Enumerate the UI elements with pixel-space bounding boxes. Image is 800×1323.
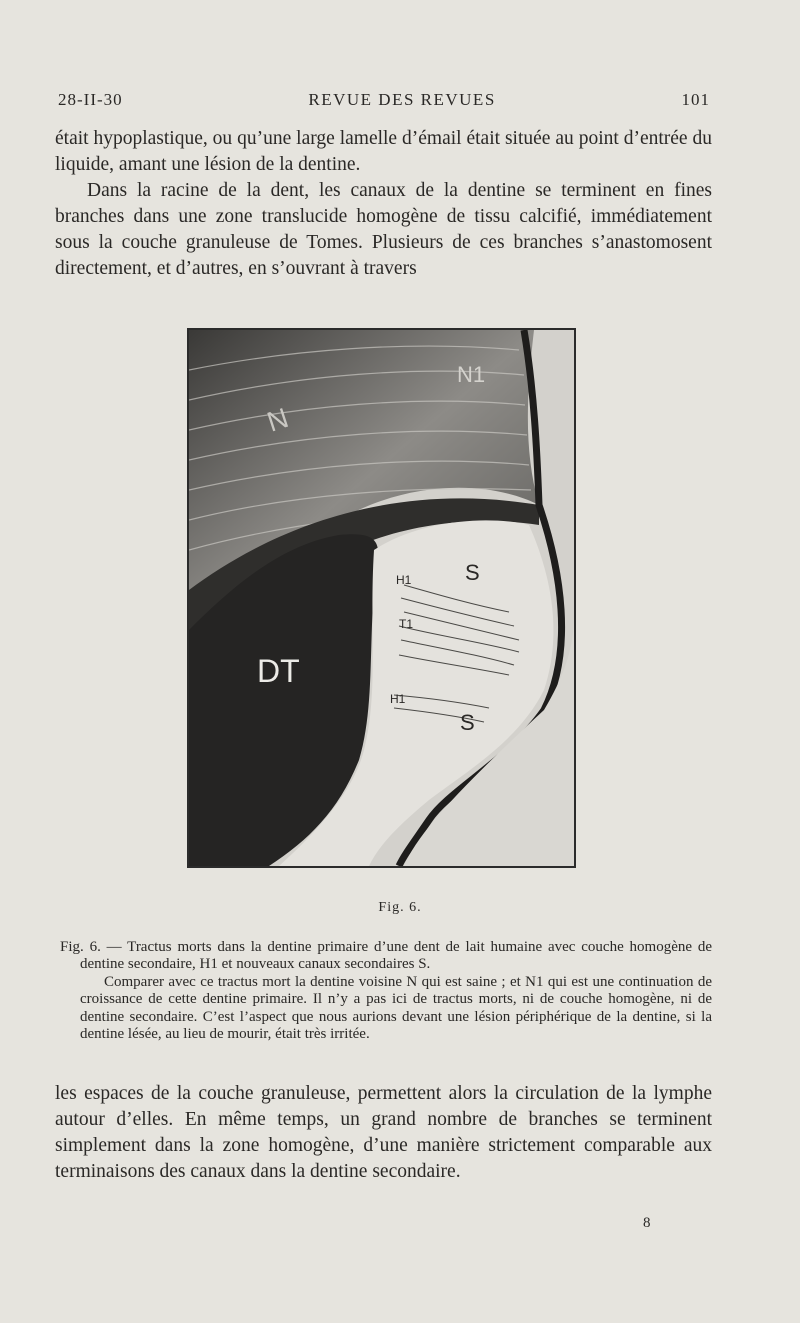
journal-title: REVUE DES REVUES [308,90,496,109]
label-n1: N1 [457,362,486,387]
caption-line: Fig. 6. — Tractus morts dans la dentine primaire d’une dent de lait humaine avec couche homogène de dentine secondaire, H1 et nouveaux canaux secondaires S. [60,939,712,973]
label-h1-bottom: H1 [390,692,406,706]
label-dt: DT [257,653,300,689]
body-text-top [55,126,712,282]
caption-line: Comparer avec ce tractus mort la dentine voisine N qui est saine ; et N1 qui est une continuation de croissance de cette dentine primaire. Il n’y a pas ici de tractus morts, ni de couche homogène, ni de dentine secondaire. C’est l’aspect que nous aurions devant une lésion périphérique de la dentine, si la dentine lésée, au lieu de mourir, était très irritée. [80,973,712,1043]
paragraph: était hypoplastique, ou qu’une large lamelle d’émail était située au point d’entrée du liquide, amant une lésion de la dentine. [55,128,712,175]
micrograph-illustration [189,330,574,866]
figure-label: Fig. 6. [378,900,422,915]
label-n: N [263,401,293,438]
running-head [58,90,710,114]
label-s-bottom: S [460,710,475,735]
signature-mark: 8 [643,1215,651,1231]
header-date: 28-II-30 [58,90,123,109]
page-number: 101 [681,90,710,109]
body-text-bottom [55,1081,712,1185]
paragraph: Dans la racine de la dent, les canaux de la dentine se terminent en fines branches dans une zone translucide homogène de tissu calcifié, immédiatement sous la couche granuleuse de Tomes. Plusieurs de ces branches s’anastomosent directement, et d’autres, en s’ouvrant à travers [55,180,712,279]
label-h1-top: H1 [396,573,412,587]
paragraph: les espaces de la couche granuleuse, permettent alors la circulation de la lymphe autour d’elles. En même temps, un grand nombre de branches se terminent simplement dans la zone homogène, d’une manière strictement comparable aux terminaisons des canaux dans la dentine secondaire. [55,1083,712,1182]
figure-caption [60,939,712,1043]
figure-micrograph [187,328,576,868]
label-t1: T1 [399,617,414,631]
label-s-top: S [465,560,480,585]
